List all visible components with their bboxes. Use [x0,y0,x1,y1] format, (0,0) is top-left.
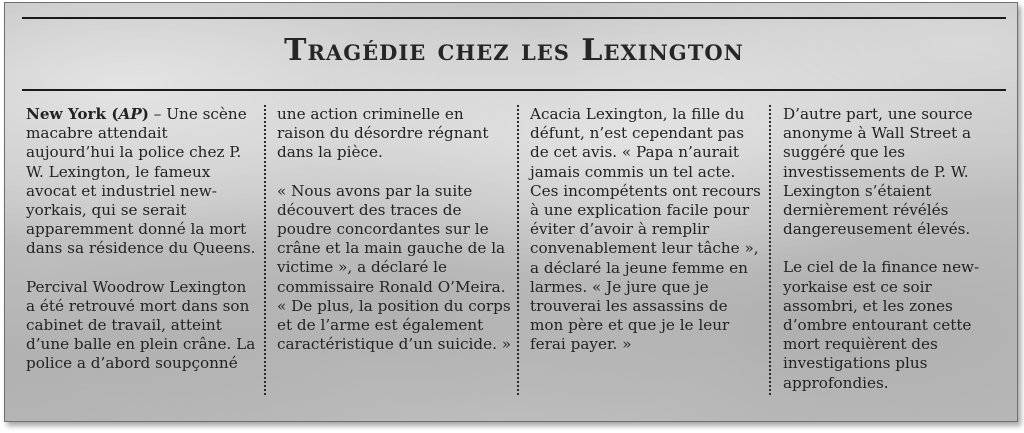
column-2-paragraph-2: « Nous avons par la suite découvert des traces de poudre concordantes sur le crâne et la main gauche de la victime », a déclaré le commissaire Ronald O’Meira. « De plus, la position du corps et de l’arme est également caractéristique d’un suicide. » [277,181,512,354]
dateline-paren-close: ) [141,105,149,123]
article-column-1 [26,105,258,415]
lead-text: – Une scène macabre attendait aujourd’hui la police chez P. W. Lexington, le fameux avocat et industriel new-yorkais, qui se serait apparemment donné la mort dans sa résidence du Queens. [26,105,256,258]
column-divider-2 [517,105,519,395]
dateline [26,105,149,123]
lead-paragraph [26,105,258,259]
column-divider-1 [264,105,266,395]
dateline-place: New York [26,105,107,123]
column-divider-3 [769,105,771,395]
article-column-4 [783,105,1008,415]
article-column-3 [530,105,765,415]
headline: Tragédie chez les Lexington [284,33,744,68]
column-1-paragraph-2: Percival Woodrow Lexington a été retrouvé mort dans son cabinet de travail, atteint d’une balle en plein crâne. La police a d’abord soupçonné [26,277,256,373]
column-2-paragraph-1: une action criminelle en raison du désordre régnant dans la pièce. [277,105,489,162]
newspaper-clipping [4,2,1018,422]
column-4-paragraph-2: Le ciel de la finance new-yorkaise est ce soir assombri, et les zones d’ombre entourant cette mort requièrent des investigations plus approfondies. [783,258,980,392]
bottom-rule [22,89,1006,91]
dateline-paren-open: ( [106,105,119,123]
article-column-2 [277,105,513,415]
column-4-paragraph-1: D’autre part, une source anonyme à Wall Street a suggéré que les investissements de P. W. Lexington s’étaient dernièrement révélés dangereusement élevés. [783,105,973,239]
top-rule [22,17,1006,19]
dateline-agency: AP [118,105,142,123]
column-3-paragraph-1: Acacia Lexington, la fille du défunt, n’est cependant pas de cet avis. « Papa n’aurait jamais commis un tel acte. Ces incompétents ont recours à une explication facile pour éviter d’avoir à remplir convenablement leur tâche », a déclaré la jeune femme en larmes. « Je jure que je trouverai les assassins de mon père et que je le leur ferai payer. » [530,105,761,354]
